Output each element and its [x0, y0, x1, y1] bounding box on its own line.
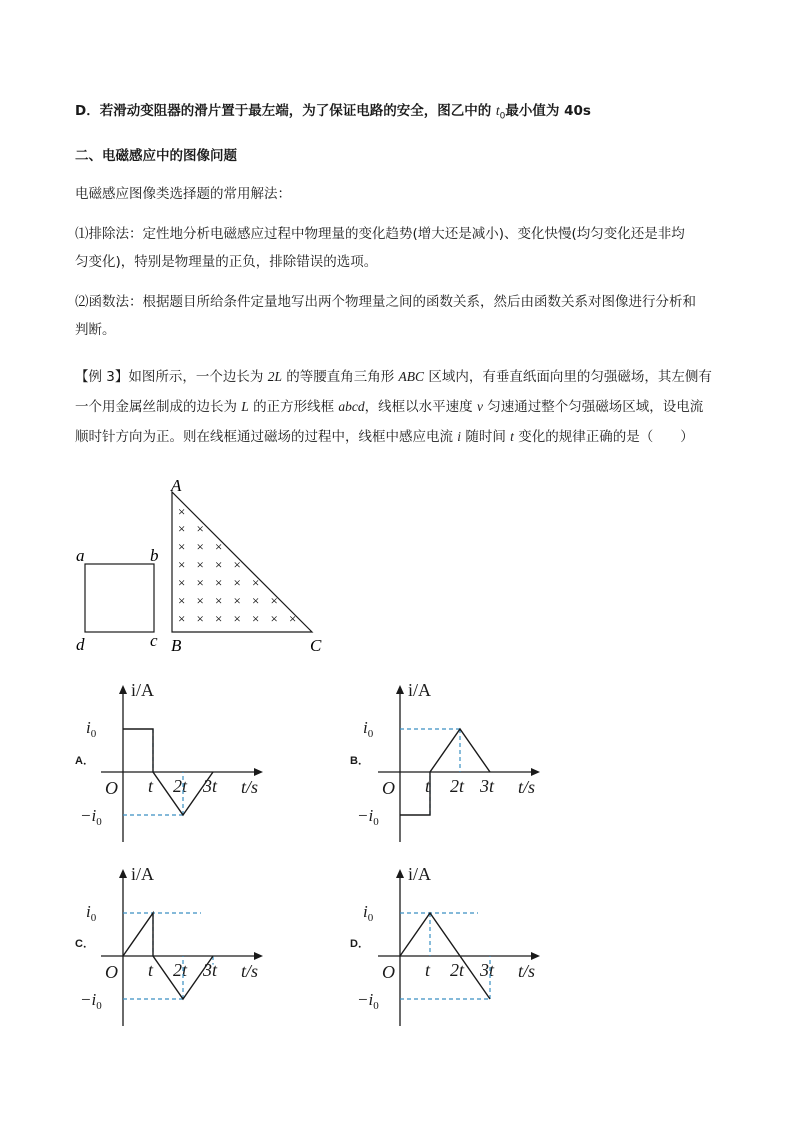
y-axis-label: i/A: [131, 864, 155, 884]
tick-2t: 2t: [450, 776, 465, 796]
example-line2: [75, 396, 703, 418]
option-b-label: B．: [350, 755, 369, 767]
x-axis-label: t/s: [241, 777, 259, 797]
y-axis-label: i/A: [408, 864, 432, 884]
tick-2t: 2t: [173, 960, 188, 980]
example-line3: [75, 426, 694, 448]
tick-2t: 2t: [173, 776, 188, 796]
example-text: 区域内，有垂直纸面向里的匀强磁场，其左侧有: [424, 369, 712, 385]
graph-option-c[interactable]: [80, 864, 263, 1026]
field-cross: ×: [215, 539, 223, 554]
method1-line2: 匀变化)，特别是物理量的正负，排除错误的选项。: [75, 254, 378, 270]
axis-arrow: [531, 952, 540, 960]
label-d: d: [76, 635, 85, 654]
field-cross: ×: [178, 611, 186, 626]
tick-label: $i_0$: [363, 902, 374, 924]
graph-option-b[interactable]: [357, 680, 540, 842]
tick-label: $i_0$: [86, 718, 97, 740]
current-curve: [123, 913, 213, 999]
field-cross: ×: [178, 539, 186, 554]
tick-label: $-i_0$: [80, 806, 102, 828]
option-d-text: D．若滑动变阻器的滑片置于最左端，为了保证电路的安全，图乙中的: [75, 103, 496, 119]
tick-label: $i_0$: [363, 718, 374, 740]
tick-2t: 2t: [450, 960, 465, 980]
tick-t: t: [425, 776, 431, 796]
axis-arrow: [254, 952, 263, 960]
example-text: 的等腰直角三角形: [281, 369, 399, 385]
field-cross: ×: [178, 593, 186, 608]
field-cross: ×: [196, 557, 204, 572]
t0-sub: 0: [499, 111, 506, 122]
current-curve: [123, 729, 213, 815]
option-a-label: A．: [75, 755, 94, 767]
example-line1: [75, 366, 712, 388]
current-curve: [400, 913, 490, 999]
y-axis-label: i/A: [131, 680, 155, 700]
x-axis-label: t/s: [518, 961, 536, 981]
math-2L: 2L: [267, 369, 282, 384]
math-v: v: [476, 399, 483, 414]
axis-arrow: [531, 768, 540, 776]
option-d-line: [75, 100, 591, 128]
example-text: 变化的规律正确的是（ ）: [513, 429, 694, 445]
field-cross: ×: [178, 504, 186, 519]
tick-t: t: [425, 960, 431, 980]
option-d-suffix: 最小值为 40s: [505, 103, 591, 119]
label-c: c: [150, 631, 158, 650]
label-A: A: [171, 476, 182, 495]
field-cross: ×: [270, 593, 278, 608]
field-cross: ×: [289, 611, 297, 626]
square-frame: [85, 564, 154, 632]
method2-line2: 判断。: [75, 322, 116, 338]
field-cross: ×: [178, 521, 186, 536]
method2-line1: ⑵函数法：根据题目所给条件定量地写出两个物理量之间的函数关系，然后由函数关系对图像进行分析和: [75, 294, 696, 310]
math-ABC: ABC: [398, 369, 425, 384]
field-cross: ×: [178, 575, 186, 590]
example-text: 一个用金属丝制成的边长为: [75, 399, 242, 415]
example-text: 如图所示，一个边长为: [128, 369, 268, 385]
field-cross: ×: [196, 593, 204, 608]
tick-3t: 3t: [480, 960, 495, 980]
math-abcd: abcd: [338, 399, 365, 414]
example-text: 顺时针方向为正。则在线框通过磁场的过程中，线框中感应电流: [75, 429, 458, 445]
field-cross: ×: [215, 575, 223, 590]
field-cross: ×: [196, 611, 204, 626]
axis-arrow: [254, 768, 263, 776]
magnetic-field-crosses: [178, 504, 296, 626]
tick-3t: 3t: [203, 776, 218, 796]
field-cross: ×: [270, 611, 278, 626]
field-cross: ×: [233, 575, 241, 590]
tick-t: t: [148, 776, 154, 796]
field-cross: ×: [178, 557, 186, 572]
example-text: 随时间: [461, 429, 511, 445]
field-cross: ×: [215, 611, 223, 626]
x-axis-label: t/s: [241, 961, 259, 981]
t0-var: t: [495, 103, 500, 118]
field-cross: ×: [252, 575, 260, 590]
tick-t: t: [148, 960, 154, 980]
field-cross: ×: [233, 611, 241, 626]
x-axis-label: t/s: [518, 777, 536, 797]
example-text: 的正方形线框: [248, 399, 339, 415]
tick-3t: 3t: [203, 960, 218, 980]
example-text: 匀速通过整个匀强磁场区域，设电流: [482, 399, 704, 415]
method1-line1: ⑴排除法：定性地分析电磁感应过程中物理量的变化趋势(增大还是减小)、变化快慢(均匀变化还是非均: [75, 226, 685, 242]
label-C: C: [310, 636, 322, 655]
option-c-label: C．: [75, 938, 94, 950]
origin-label: O: [105, 962, 118, 982]
field-cross: ×: [233, 593, 241, 608]
example-tag: 【例 3】: [75, 369, 129, 385]
example-text: ，线框以水平速度: [364, 399, 477, 415]
math-L: L: [241, 399, 249, 414]
math-t: t: [510, 429, 514, 444]
section-title: 二、电磁感应中的图像问题: [75, 148, 237, 164]
math-i: i: [457, 429, 462, 444]
field-cross: ×: [196, 539, 204, 554]
field-cross: ×: [252, 611, 260, 626]
field-cross: ×: [196, 521, 204, 536]
graph-option-a[interactable]: [80, 680, 263, 842]
axis-arrow: [119, 685, 127, 694]
label-B: B: [171, 636, 182, 655]
tick-label: $i_0$: [86, 902, 97, 924]
axis-arrow: [396, 685, 404, 694]
tick-label: $-i_0$: [80, 990, 102, 1012]
axis-arrow: [119, 869, 127, 878]
graph-option-d[interactable]: [357, 864, 540, 1026]
origin-label: O: [382, 778, 395, 798]
field-cross: ×: [196, 575, 204, 590]
y-axis-label: i/A: [408, 680, 432, 700]
origin-label: O: [105, 778, 118, 798]
field-cross: ×: [215, 593, 223, 608]
current-curve: [400, 729, 490, 815]
field-cross: ×: [252, 593, 260, 608]
intro-text: 电磁感应图像类选择题的常用解法：: [75, 186, 291, 202]
origin-label: O: [382, 962, 395, 982]
field-cross: ×: [215, 557, 223, 572]
axis-arrow: [396, 869, 404, 878]
option-d-label: D．: [350, 938, 369, 950]
problem-figure: [60, 470, 350, 660]
tick-label: $-i_0$: [357, 990, 379, 1012]
field-cross: ×: [233, 557, 241, 572]
label-b: b: [150, 546, 159, 565]
tick-label: $-i_0$: [357, 806, 379, 828]
label-a: a: [76, 546, 85, 565]
tick-3t: 3t: [480, 776, 495, 796]
